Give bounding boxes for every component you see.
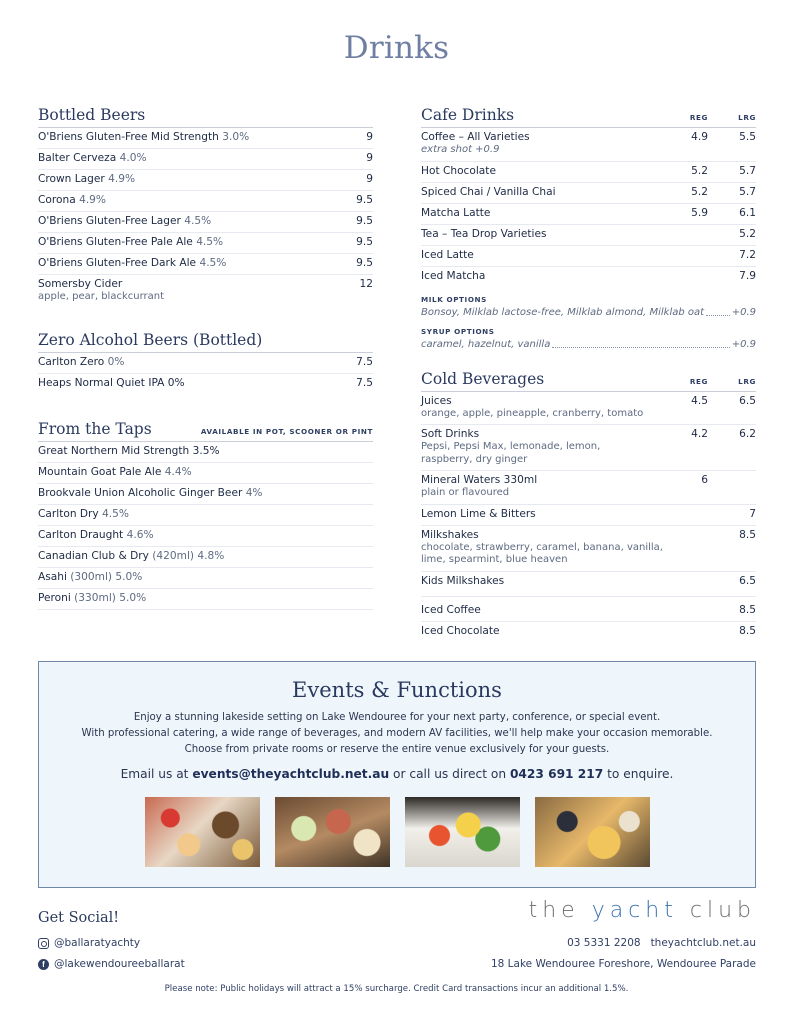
list-item	[38, 505, 373, 526]
list-item	[38, 128, 373, 149]
bottled-beers-list	[38, 128, 373, 308]
contact-line	[567, 937, 756, 949]
item-name: Crown Lager	[38, 173, 105, 185]
item-name: Mineral Waters 330ml	[421, 474, 538, 486]
item-price: 12	[359, 278, 373, 290]
syrup-options-text: caramel, hazelnut, vanilla	[421, 338, 551, 350]
item-price-lrg: 8.5	[739, 603, 756, 616]
brand-logo	[529, 898, 756, 923]
item-abv: 4%	[245, 486, 263, 499]
events-email-link[interactable]: events@theyachtclub.net.au	[192, 767, 390, 781]
item-price-lrg: 5.7	[739, 164, 756, 177]
brand-part: yacht	[591, 898, 678, 923]
list-item	[421, 425, 756, 471]
item-abv: 4.9%	[79, 194, 106, 206]
list-item	[421, 597, 756, 622]
item-abv: 3.0%	[222, 131, 250, 143]
item-price-lrg: 7.9	[739, 269, 756, 282]
list-item	[38, 191, 373, 212]
item-description: Pepsi, Pepsi Max, lemonade, lemon, raspberry, dry ginger	[421, 441, 601, 465]
social-title: Get Social!	[38, 910, 120, 926]
contact-mid: or call us direct on	[393, 767, 507, 781]
item-abv: 4.9%	[108, 173, 136, 185]
events-line: Choose from private rooms or reserve the entire venue exclusively for your guests.	[184, 744, 610, 755]
cold-list	[421, 392, 756, 642]
item-price-lrg: 6.1	[739, 206, 756, 219]
item-price-lrg: 6.5	[739, 394, 756, 407]
page-title: Drinks	[343, 30, 450, 66]
milk-options-label: MILK OPTIONS	[421, 294, 487, 304]
item-abv: 4.5%	[184, 215, 212, 227]
item-name: O'Briens Gluten-Free Dark Ale	[38, 257, 197, 269]
facebook-link[interactable]	[38, 958, 185, 970]
syrup-options-label: SYRUP OPTIONS	[421, 326, 495, 336]
item-name: Asahi	[38, 570, 67, 583]
instagram-handle: @ballaratyachty	[54, 937, 141, 949]
item-abv: 4.6%	[126, 528, 154, 541]
item-name: Carlton Zero	[38, 355, 105, 368]
list-item	[421, 572, 756, 597]
bottled-beers-header	[38, 104, 373, 128]
reg-label: REG	[689, 376, 708, 386]
food-photo-platter	[275, 797, 390, 867]
item-name: Spiced Chai / Vanilla Chai	[421, 185, 556, 198]
food-photo-grazing	[145, 797, 260, 867]
milk-options-text: Bonsoy, Milklab lactose-free, Milklab almond, Milklab oat	[421, 306, 705, 318]
events-line: Enjoy a stunning lakeside setting on Lake Wendouree for your next party, conference, or special event.	[133, 712, 661, 723]
list-item	[421, 471, 756, 505]
events-contact	[39, 767, 755, 781]
item-name: Brookvale Union Alcoholic Ginger Beer	[38, 486, 243, 499]
website-link[interactable]: theyachtclub.net.au	[650, 937, 756, 949]
list-item	[421, 128, 756, 162]
item-name: Hot Chocolate	[421, 164, 496, 177]
list-item	[38, 212, 373, 233]
item-abv: 0%	[107, 355, 125, 368]
item-name: Iced Chocolate	[421, 624, 500, 637]
item-price-lrg: 5.5	[739, 131, 756, 143]
phone-link[interactable]: 03 5331 2208	[567, 937, 641, 949]
bottled-beers-title: Bottled Beers	[38, 106, 146, 124]
list-item	[38, 526, 373, 547]
list-item	[421, 526, 756, 572]
item-price: 9	[366, 131, 373, 143]
cafe-header	[421, 104, 756, 128]
item-name: Tea – Tea Drop Varieties	[421, 227, 547, 240]
item-name: Iced Latte	[421, 248, 474, 261]
contact-prefix: Email us at	[120, 767, 189, 781]
item-price: 7.5	[356, 376, 373, 389]
item-price-lrg: 6.2	[739, 428, 756, 440]
item-name: Great Northern Mid Strength	[38, 444, 190, 457]
events-line: With professional catering, a wide range of beverages, and modern AV facilities, we'll help make your occasion memorable.	[81, 728, 713, 739]
list-item	[421, 267, 756, 287]
item-price-lrg: 5.2	[739, 227, 756, 240]
item-name: Matcha Latte	[421, 206, 491, 219]
item-abv: 4.0%	[119, 152, 147, 164]
item-description: plain or flavoured	[421, 487, 510, 498]
brand-part: club	[689, 898, 756, 923]
item-abv: 4.5%	[196, 236, 224, 248]
list-item	[38, 374, 373, 394]
list-item	[38, 275, 373, 308]
list-item	[38, 233, 373, 254]
item-name: O'Briens Gluten-Free Pale Ale	[38, 236, 193, 248]
item-name: Canadian Club & Dry	[38, 549, 149, 562]
item-price-reg: 5.2	[691, 164, 708, 177]
item-name: Carlton Draught	[38, 528, 124, 541]
reg-label: REG	[689, 113, 708, 122]
item-name: Balter Cerveza	[38, 152, 117, 164]
lrg-label: LRG	[738, 113, 756, 122]
item-abv: (300ml) 5.0%	[70, 570, 143, 583]
item-price-reg: 4.2	[691, 428, 708, 440]
list-item	[421, 622, 756, 642]
zero-alcohol-list	[38, 353, 373, 394]
item-name: Milkshakes	[421, 528, 479, 541]
taps-note: AVAILABLE IN POT, SCOONER OR PINT	[200, 426, 373, 436]
item-price-lrg: 7	[749, 507, 756, 520]
item-description: extra shot +0.9	[421, 144, 500, 155]
item-price: 7.5	[356, 355, 373, 368]
list-item	[38, 254, 373, 275]
item-name: Iced Matcha	[421, 269, 486, 282]
facebook-icon: f	[38, 959, 49, 970]
list-item	[38, 149, 373, 170]
item-price-reg: 6	[701, 474, 708, 486]
item-abv: 0%	[167, 376, 185, 389]
list-item	[38, 170, 373, 191]
list-item	[38, 568, 373, 589]
item-price-lrg: 5.7	[739, 185, 756, 198]
item-price-lrg: 6.5	[739, 574, 756, 587]
item-price-reg: 5.2	[691, 185, 708, 198]
list-item	[421, 204, 756, 225]
syrup-options-price: +0.9	[731, 338, 756, 350]
lrg-label: LRG	[738, 376, 756, 386]
item-price-lrg: 8.5	[739, 528, 756, 541]
list-item	[421, 505, 756, 526]
item-price-reg: 4.5	[691, 394, 708, 407]
right-column	[421, 104, 756, 642]
item-description: chocolate, strawberry, caramel, banana, vanilla, lime, spearmint, blue heaven	[421, 541, 663, 565]
instagram-icon	[38, 938, 49, 949]
instagram-link[interactable]	[38, 937, 140, 949]
item-abv: 4.5%	[199, 257, 227, 269]
item-price: 9.5	[356, 257, 373, 269]
item-price: 9.5	[356, 236, 373, 248]
item-name: Kids Milkshakes	[421, 574, 505, 587]
item-name: O'Briens Gluten-Free Mid Strength	[38, 131, 219, 143]
contact-suffix: to enquire.	[607, 767, 674, 781]
events-phone-link[interactable]: 0423 691 217	[509, 767, 604, 781]
item-name: Somersby Cider	[38, 278, 123, 290]
events-panel	[38, 661, 756, 888]
food-photo-salad	[405, 797, 520, 867]
events-photos	[39, 797, 755, 867]
cafe-title: Cafe Drinks	[421, 106, 515, 124]
cold-header	[421, 368, 756, 392]
list-item	[38, 484, 373, 505]
zero-alcohol-title: Zero Alcohol Beers (Bottled)	[38, 330, 263, 349]
food-photo-fries	[535, 797, 650, 867]
item-name: Corona	[38, 194, 76, 206]
leader-dots	[552, 338, 729, 348]
leader-dots	[706, 306, 730, 316]
list-item	[38, 589, 373, 610]
item-description: apple, pear, blackcurrant	[38, 291, 165, 302]
item-name: Heaps Normal Quiet IPA	[38, 376, 165, 389]
item-price: 9	[366, 173, 373, 185]
brand-part: the	[528, 898, 580, 923]
taps-list	[38, 442, 373, 610]
item-price-lrg: 8.5	[739, 624, 756, 637]
item-price-reg: 4.9	[691, 131, 708, 143]
item-description: orange, apple, pineapple, cranberry, tomato	[421, 407, 644, 419]
facebook-handle: @lakewendoureeballarat	[54, 958, 185, 970]
taps-title: From the Taps	[38, 419, 152, 438]
list-item	[421, 392, 756, 426]
item-name: O'Briens Gluten-Free Lager	[38, 215, 181, 227]
item-name: Peroni	[38, 591, 71, 604]
zero-alcohol-header	[38, 329, 373, 353]
list-item	[421, 225, 756, 246]
list-item	[421, 162, 756, 183]
item-price-reg: 5.9	[691, 206, 708, 219]
cold-title: Cold Beverages	[421, 369, 545, 388]
address: 18 Lake Wendouree Foreshore, Wendouree Parade	[490, 958, 756, 970]
syrup-options	[421, 338, 756, 351]
list-item	[38, 547, 373, 568]
list-item	[421, 183, 756, 204]
events-description	[39, 710, 755, 758]
left-column	[38, 104, 373, 610]
item-abv: (330ml) 5.0%	[74, 591, 147, 604]
events-title: Events & Functions	[292, 678, 502, 702]
footnote: Please note: Public holidays will attract a 15% surcharge. Credit Card transactions incur an additional 1.5%.	[164, 984, 629, 994]
item-price: 9.5	[356, 215, 373, 227]
item-price: 9.5	[356, 194, 373, 206]
item-abv: (420ml) 4.8%	[152, 549, 225, 562]
milk-options-price: +0.9	[731, 306, 756, 318]
item-abv: 3.5%	[192, 444, 220, 457]
item-name: Lemon Lime & Bitters	[421, 507, 536, 520]
item-name: Carlton Dry	[38, 507, 99, 520]
item-name: Iced Coffee	[421, 603, 481, 616]
milk-options	[421, 306, 756, 319]
list-item	[38, 353, 373, 374]
item-price: 9	[366, 152, 373, 164]
item-name: Juices	[421, 394, 452, 407]
item-abv: 4.4%	[164, 465, 192, 478]
item-price-lrg: 7.2	[739, 248, 756, 261]
list-item	[38, 442, 373, 463]
list-item	[421, 246, 756, 267]
item-name: Soft Drinks	[421, 428, 480, 440]
item-abv: 4.5%	[102, 507, 129, 520]
cafe-list	[421, 128, 756, 287]
list-item	[38, 463, 373, 484]
taps-header	[38, 418, 373, 442]
item-name: Coffee – All Varieties	[421, 131, 530, 143]
item-name: Mountain Goat Pale Ale	[38, 465, 162, 478]
